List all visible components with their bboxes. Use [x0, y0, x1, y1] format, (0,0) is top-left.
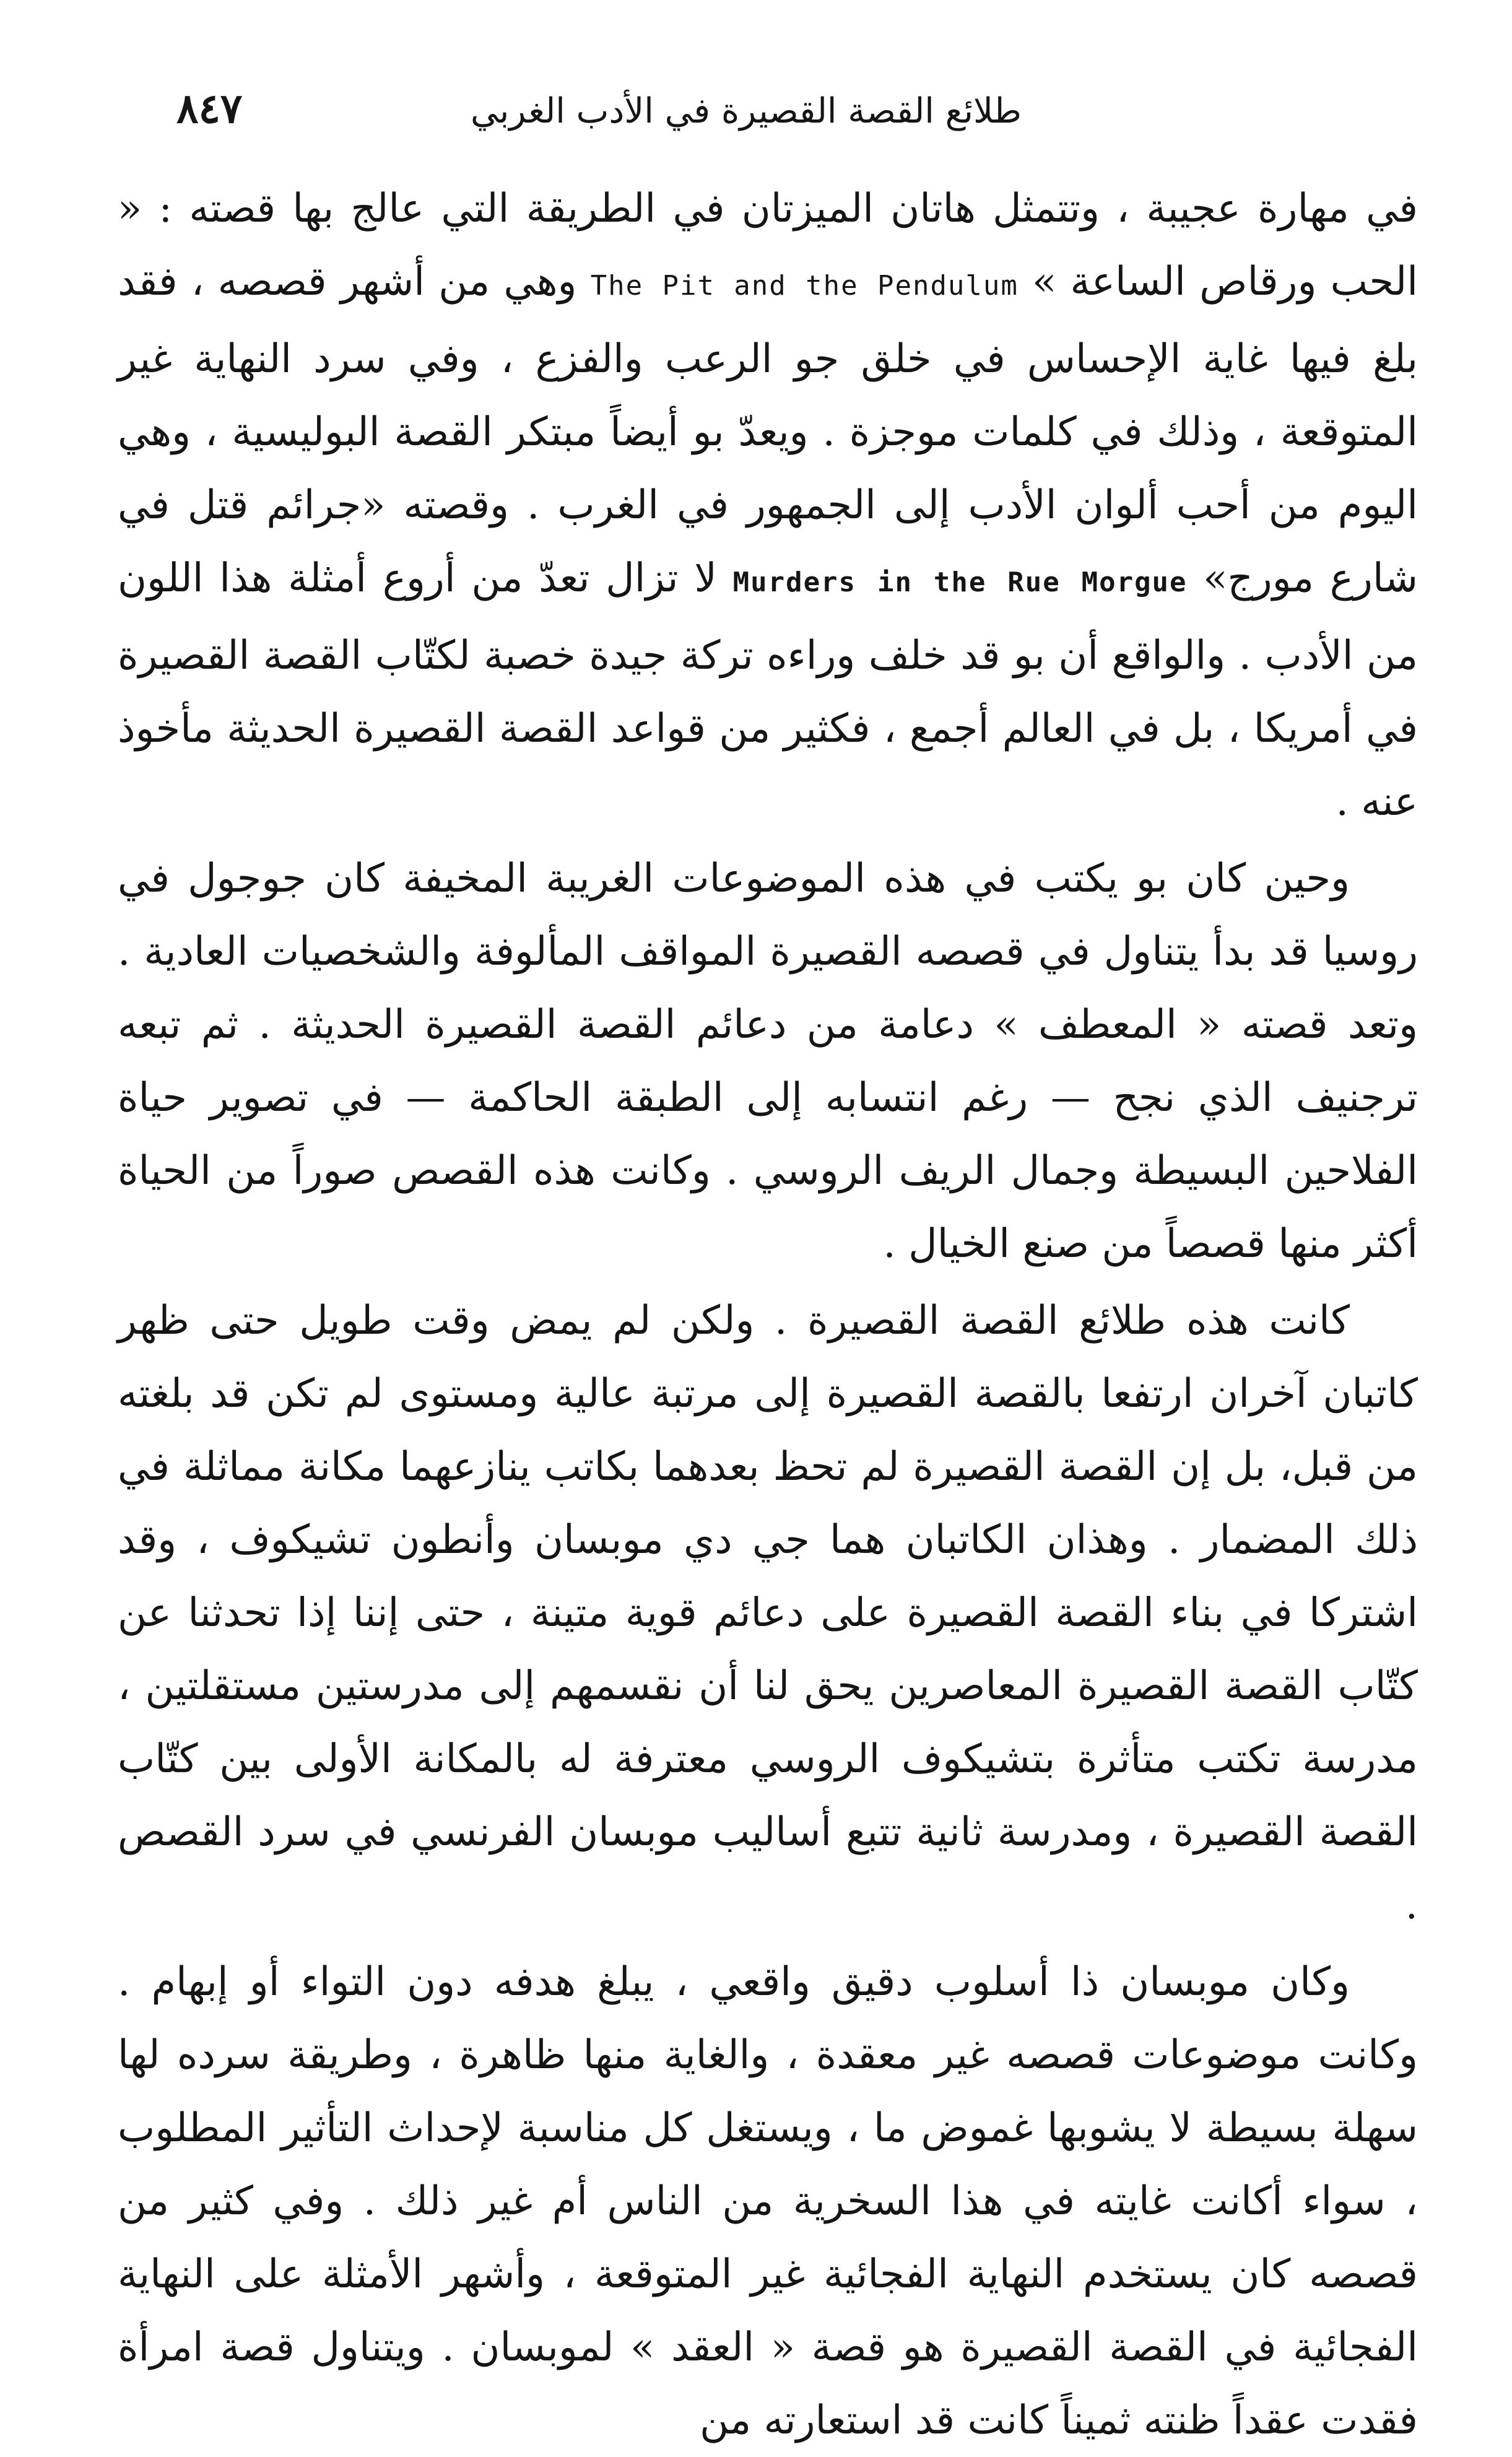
english-title-rue-morgue: Murders in the Rue Morgue: [732, 567, 1188, 598]
paragraph-poe-part-1: في مهارة عجيبة ، وتتمثل هاتان الميزتان في الطريقة التي عالج بها قصته : « الحب ورقاص الساعة »: [118, 186, 1419, 305]
running-header: [118, 80, 1418, 155]
paragraph-maupassant-chekhov: كانت هذه طلائع القصة القصيرة . ولكن لم يمض وقت طويل حتى ظهر كاتبان آخران ارتفعا بالقصة القصيرة إلى مرتبة عالية ومستوى لم تكن قد بلغته من قبل، بل إن القصة القصيرة لم تحظ بعدهما بكاتب ينازعهما مكانة مماثلة في ذلك المضمار . وهذان الكاتبان هما جي دي موبسان وأنطون تشيكوف ، وقد اشتركا في بناء القصة القصيرة على دعائم قوية متينة ، حتى إننا إذا تحدثنا عن كتّاب القصة القصيرة المعاصرين يحق لنا أن نقسمهم إلى مدرستين مستقلتين ، مدرسة تكتب متأثرة بتشيكوف الروسي معترفة له بالمكانة الأولى بين كتّاب القصة القصيرة ، ومدرسة ثانية تتبع أساليب موبسان الفرنسي في سرد القصص .: [118, 1298, 1419, 1928]
paragraph-poe: [118, 172, 1418, 838]
page-number: ٨٤٧: [176, 84, 243, 133]
paragraph-gogol: وحين كان بو يكتب في هذه الموضوعات الغريبة المخيفة كان جوجول في روسيا قد بدأ يتناول في قصصه القصيرة المواقف المألوفة والشخصيات العادية . وتعد قصته « المعطف » دعامة من دعائم القصة القصيرة الحديثة . ثم تبعه ترجنيف الذي نجح — رغم انتسابه إلى الطبقة الحاكمة — في تصوير حياة الفلاحين البسيطة وجمال الريف الروسي . وكانت هذه القصص صوراً من الحياة أكثر منها قصصاً من صنع الخيال .: [118, 856, 1419, 1267]
book-page: [118, 80, 1419, 2443]
paragraph-poe-part-2: وهي من أشهر قصصه ، فقد بلغ فيها غاية الإحساس في خلق جو الرعب والفزع ، وفي سرد النهاية غير المتوقعة ، وذلك في كلمات موجزة . ويعدّ بو أيضاً مبتكر القصة البوليسية ، وهي اليوم من أحب ألوان الأدب إلى الجمهور في الغرب . وقصته «جرائم قتل في شارع مورج»: [118, 259, 1419, 601]
paragraph-maupassant-style: وكان موبسان ذا أسلوب دقيق واقعي ، يبلغ هدفه دون التواء أو إبهام . وكانت موضوعات قصصه غير معقدة ، والغاية منها ظاهرة ، وطريقة سرده لها سهلة بسيطة لا يشوبها غموض ما ، ويستغل كل مناسبة لإحداث التأثير المطلوب ، سواء أكانت غايته في هذا السخرية من الناس أم غير ذلك . وفي كثير من قصصه كان يستخدم النهاية الفجائية غير المتوقعة ، وأشهر الأمثلة على النهاية الفجائية في القصة القصيرة هو قصة « العقد » لموبسان . ويتناول قصة امرأة فقدت عقداً ظنته ثميناً كانت قد استعارته من: [118, 1959, 1419, 2443]
english-title-pit-pendulum: The Pit and the Pendulum: [590, 270, 1019, 302]
running-title: طلائع القصة القصيرة في الأدب الغربي: [471, 91, 1022, 131]
paragraph-poe-part-3: لا تزال تعدّ من أروع أمثلة هذا اللون من الأدب . والواقع أن بو قد خلف وراءه تركة جيدة خصبة لكتّاب القصة القصيرة في أمريكا ، بل في العالم أجمع ، فكثير من قواعد القصة القصيرة الحديثة مأخوذ عنه .: [118, 555, 1418, 825]
body-text: [118, 172, 1418, 2457]
